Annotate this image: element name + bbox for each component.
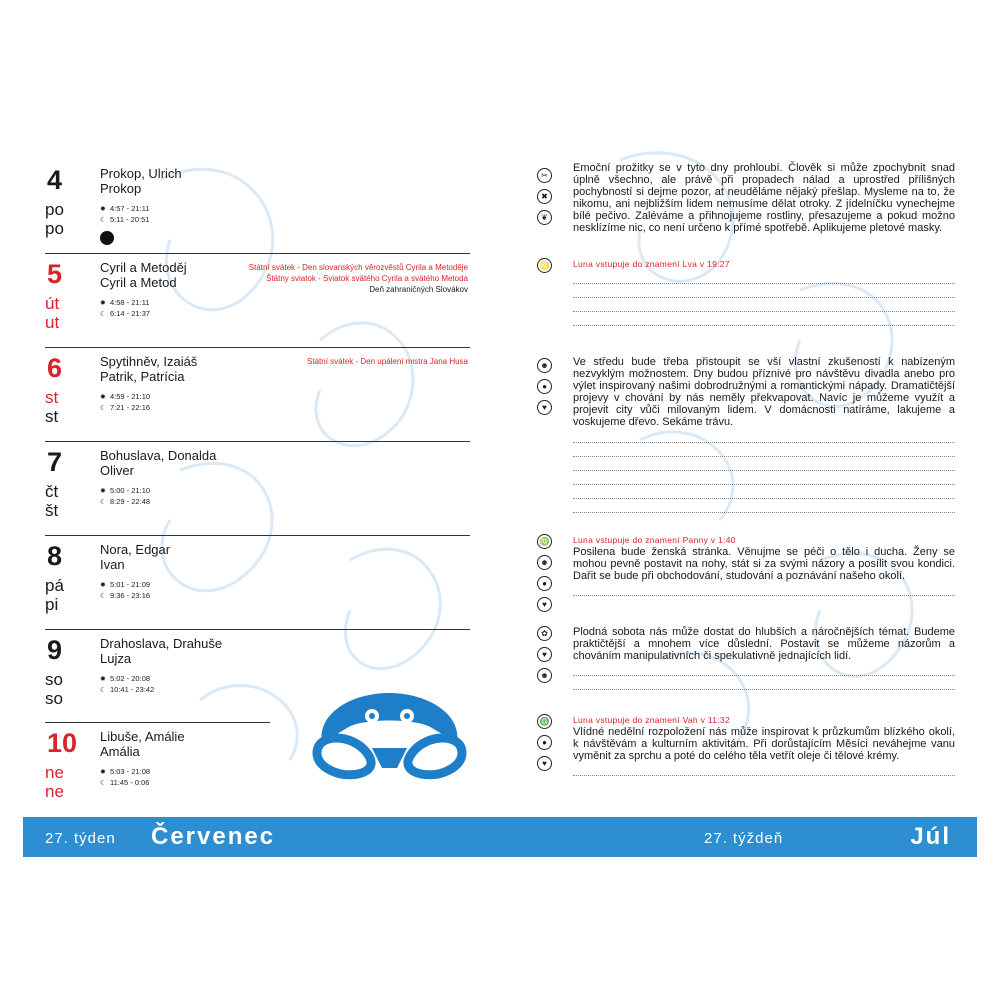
sun-moon-times: ✹ 5:03 - 21:08 ☾ 11:45 - 0:06 — [100, 767, 151, 787]
horoscope-column — [535, 162, 955, 804]
note-line — [573, 429, 955, 443]
note-line — [573, 582, 955, 596]
sun-icon: ✹ — [100, 300, 106, 307]
sun-moon-times: ✹ 5:00 - 21:10 ☾ 8:29 - 22:48 — [100, 486, 151, 506]
horoscope-text: Emoční prožitky se v tyto dny prohloubí. Člověk si může zpochybnit snad úplně všechno, ale právě při propadech nálad a uprostřed přílišných pochybností si dejme pozor, at neuděláme nějaký přešlap. Mysleme na to, že nikomu, ani nejbližším lidem nemusíme dělat otroky. Z jídelníčku vynechejme bílé pečivo. Zaléváme a přihnojujeme rostliny, přesazujeme a pokud možno nesklízíme nic, co není určeno k přímé spotřebě. Aplikujeme pletové masky. — [573, 162, 955, 235]
name-days: Drahoslava, Drahuše Lujza — [100, 636, 223, 666]
sun-icon: ✹ — [100, 769, 106, 776]
day-row-7 — [45, 442, 470, 536]
heart-icon: ♥ — [537, 597, 552, 612]
moon-icon: ☾ — [100, 405, 107, 412]
sun-moon-times: ✹ 5:02 - 20:08 ☾ 10:41 - 23:42 — [100, 674, 155, 694]
note-line — [573, 485, 955, 499]
day-number: 7 — [47, 447, 63, 477]
sun-moon-times: ✹ 4:57 - 21:11 ☾ 5:11 - 20:51 — [100, 204, 150, 224]
sun-icon: ✹ — [100, 676, 106, 683]
moon-sign-note: Luna vstupuje do znamení Panny v 1:40 — [573, 535, 736, 545]
day-abbr: so so — [45, 670, 63, 708]
moon-icon: ☾ — [100, 687, 107, 694]
note-line — [573, 471, 955, 485]
day-abbr: ne ne — [45, 763, 64, 801]
name-days: Spytihněv, Izaiáš Patrik, Patrícia — [100, 354, 198, 384]
moon-sign-note: Luna vstupuje do znamení Lva v 19:27 — [573, 259, 730, 269]
heart-icon: ♥ — [537, 647, 552, 662]
cross-icon: ✖ — [537, 189, 552, 204]
day-row-8 — [45, 536, 470, 630]
note-line — [573, 762, 955, 776]
heart-icon: ♥ — [537, 756, 552, 771]
holiday-notes: Státní svátek - Den slovanských věrozvěstů Cyrila a Metoděje Štátny sviatok - Sviatok svätého Cyrila a svätého Metoda Deň zahraničných Slovákov — [248, 263, 468, 294]
day-number: 5 — [47, 259, 63, 289]
balloon-icon: ● — [537, 735, 552, 750]
name-days: Bohuslava, Donalda Oliver — [100, 448, 217, 478]
leo-icon: ♌ — [537, 258, 552, 273]
moon-icon: ☾ — [100, 311, 107, 318]
footer-bar — [23, 817, 977, 857]
day-abbr: pá pi — [45, 576, 64, 614]
horoscope-block-1 — [535, 162, 955, 254]
week-label-cz: 27. týden — [45, 830, 116, 847]
note-line — [573, 499, 955, 513]
zodiac-logo — [312, 688, 467, 783]
balloon-icon: ● — [537, 576, 552, 591]
day-number: 6 — [47, 353, 63, 383]
note-line — [573, 312, 955, 326]
name-days: Nora, Edgar Ivan — [100, 542, 171, 572]
scissors-icon: ✂ — [537, 168, 552, 183]
horoscope-block-4 — [535, 534, 955, 622]
sun-icon: ✹ — [100, 488, 106, 495]
day-abbr: čt št — [45, 482, 59, 520]
day-row-5 — [45, 254, 470, 348]
horoscope-text: Vlídné nedělní rozpoložení nás může inspirovat k průzkumům blízkého okolí, k návštěvám a kulturním aktivitám. Při dorůstajícím Měsíci neváhejme vanu vyměnit za sprchu a poté do celého těla vetřít oleje či tělové krémy. — [573, 726, 955, 763]
moon-icon: ☾ — [100, 593, 107, 600]
horoscope-block-2 — [535, 258, 955, 350]
moon-sign-note: Luna vstupuje do znamení Vah v 11:32 — [573, 715, 730, 725]
horoscope-block-5 — [535, 622, 955, 714]
horoscope-text: Ve středu bude třeba přistoupit se vší vlastní zkušeností k nabízeným nezvyklým možnostem. Dny budou příznivé pro návštěvu divadla anebo pro výlet inspirovaný našimi dobrodružnými a romantickými nápady. Dramatičtější projevy v chování by nás neměly překvapovat. Navíc je můžeme využít a projevit city vůči milovaným lidem. V domácnosti natíráme, lakujeme a voskujeme dřevo. Sekáme trávu. — [573, 356, 955, 429]
plant-icon: ❦ — [537, 210, 552, 225]
moon-icon: ☾ — [100, 217, 107, 224]
month-label-cz: Červenec — [151, 823, 276, 850]
people-icon: ☻ — [537, 555, 552, 570]
people-icon: ☻ — [537, 358, 552, 373]
day-row-4 — [45, 160, 470, 254]
sun-moon-times: ✹ 5:01 - 21:09 ☾ 9:36 - 23:16 — [100, 580, 151, 600]
note-line — [573, 284, 955, 298]
horoscope-text: Posilena bude ženská stránka. Věnujme se péči o tělo i ducha. Ženy se mohou pevně postavit na nohy, stát si za svými názory a posílit svou kondici. Dařit se bude při obchodování, studování a poznávání našeho okolí. — [573, 546, 955, 583]
moon-icon: ☾ — [100, 780, 107, 787]
balloon-icon: ● — [537, 379, 552, 394]
day-abbr: út ut — [45, 294, 60, 332]
note-line — [573, 676, 955, 690]
week-label-sk: 27. týždeň — [704, 830, 784, 847]
note-line — [573, 270, 955, 284]
note-line — [573, 662, 955, 676]
note-line — [573, 457, 955, 471]
day-number: 8 — [47, 541, 63, 571]
heart-icon: ♥ — [537, 400, 552, 415]
libra-icon: ♎ — [537, 714, 552, 729]
horoscope-text: Plodná sobota nás může dostat do hlubších a náročnějších témat. Budeme praktičtější a mnohem více důslední. Postavit se můžeme názorům a chováním manipulativních či spekulativně jednajících lidí. — [573, 626, 955, 663]
virgo-icon: ♍ — [537, 534, 552, 549]
sun-moon-times: ✹ 4:59 - 21:10 ☾ 7:21 - 22:16 — [100, 392, 151, 412]
name-days: Libuše, Amálie Amália — [100, 729, 185, 759]
day-number: 9 — [47, 635, 63, 665]
name-days: Prokop, Ulrich Prokop — [100, 166, 182, 196]
horoscope-block-3 — [535, 350, 955, 530]
holiday-notes: Státní svátek - Den upálení mistra Jana Husa — [307, 357, 468, 366]
day-number: 4 — [47, 165, 63, 195]
people-icon: ☻ — [537, 668, 552, 683]
sun-icon: ✹ — [100, 394, 106, 401]
day-abbr: po po — [45, 200, 64, 238]
new-moon-icon — [100, 231, 114, 245]
sun-icon: ✹ — [100, 206, 106, 213]
day-number: 10 — [47, 728, 78, 758]
month-label-sk: Júl — [910, 823, 951, 850]
moon-icon: ☾ — [100, 499, 107, 506]
horoscope-block-6 — [535, 714, 955, 804]
flower-icon: ✿ — [537, 626, 552, 641]
day-abbr: st st — [45, 388, 59, 426]
name-days: Cyril a Metoděj Cyril a Metod — [100, 260, 187, 290]
sun-icon: ✹ — [100, 582, 106, 589]
sun-moon-times: ✹ 4:58 - 21:11 ☾ 6:14 - 21:37 — [100, 298, 151, 318]
day-row-6 — [45, 348, 470, 442]
note-line — [573, 298, 955, 312]
note-line — [573, 443, 955, 457]
